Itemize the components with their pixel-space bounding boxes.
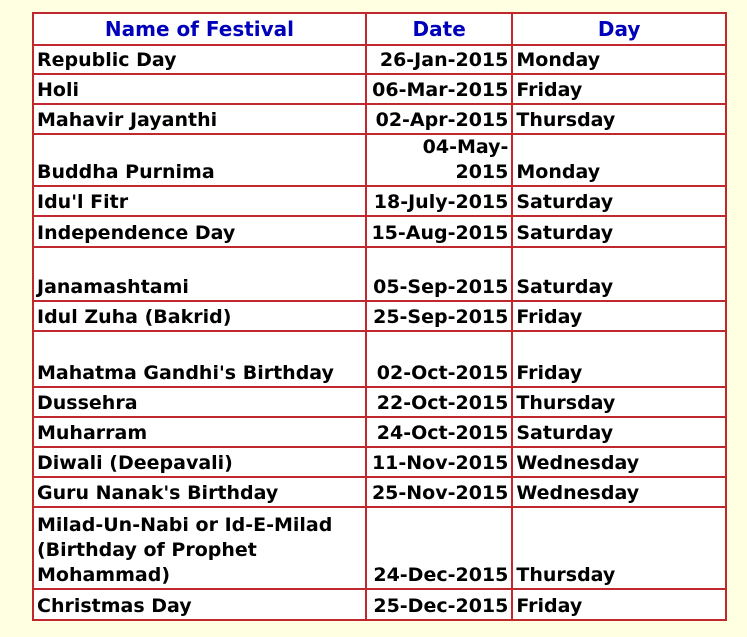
table-row: [33, 589, 726, 620]
header-festival-name: Name of Festival: [33, 13, 366, 45]
festival-name: Milad-Un-Nabi or Id-E-Milad (Birthday of Prophet Mohammad): [33, 507, 366, 589]
header-date: Date: [366, 13, 512, 45]
festival-name: Janamashtami: [33, 247, 366, 301]
festival-name: Dussehra: [33, 387, 366, 417]
festival-day: Friday: [512, 589, 726, 620]
table-row: [33, 507, 726, 589]
festival-name: Guru Nanak's Birthday: [33, 477, 366, 507]
festival-date: 15-Aug-2015: [366, 216, 512, 247]
table-row: [33, 247, 726, 301]
festival-day: Thursday: [512, 507, 726, 589]
festival-date: 04-May-2015: [366, 134, 512, 186]
festival-day: Wednesday: [512, 447, 726, 477]
festival-name: Diwali (Deepavali): [33, 447, 366, 477]
holiday-table-container: [32, 12, 727, 621]
festival-date: 18-July-2015: [366, 186, 512, 216]
festival-date: 25-Dec-2015: [366, 589, 512, 620]
festival-name: Idul Zuha (Bakrid): [33, 301, 366, 331]
table-header-row: [33, 13, 726, 45]
table-row: [33, 45, 726, 74]
table-row: [33, 417, 726, 447]
table-row: [33, 477, 726, 507]
festival-date: 11-Nov-2015: [366, 447, 512, 477]
festival-name: Buddha Purnima: [33, 134, 366, 186]
festival-day: Wednesday: [512, 477, 726, 507]
table-row: [33, 134, 726, 186]
festival-day: Saturday: [512, 247, 726, 301]
festival-day: Saturday: [512, 186, 726, 216]
festival-day: Thursday: [512, 387, 726, 417]
festival-date: 06-Mar-2015: [366, 74, 512, 104]
festival-day: Friday: [512, 301, 726, 331]
table-row: [33, 447, 726, 477]
festival-date: 05-Sep-2015: [366, 247, 512, 301]
festival-date: 24-Dec-2015: [366, 507, 512, 589]
festival-name: Muharram: [33, 417, 366, 447]
festival-name: Idu'l Fitr: [33, 186, 366, 216]
table-row: [33, 104, 726, 134]
holiday-table: [32, 12, 727, 621]
table-row: [33, 186, 726, 216]
table-row: [33, 301, 726, 331]
festival-day: Saturday: [512, 216, 726, 247]
festival-name: Republic Day: [33, 45, 366, 74]
festival-date: 02-Apr-2015: [366, 104, 512, 134]
table-row: [33, 387, 726, 417]
festival-day: Saturday: [512, 417, 726, 447]
festival-day: Monday: [512, 45, 726, 74]
festival-name: Christmas Day: [33, 589, 366, 620]
festival-day: Friday: [512, 331, 726, 387]
festival-date: 22-Oct-2015: [366, 387, 512, 417]
festival-date: 24-Oct-2015: [366, 417, 512, 447]
festival-date: 25-Nov-2015: [366, 477, 512, 507]
festival-date: 26-Jan-2015: [366, 45, 512, 74]
festival-name: Independence Day: [33, 216, 366, 247]
festival-name: Mahatma Gandhi's Birthday: [33, 331, 366, 387]
header-day: Day: [512, 13, 726, 45]
festival-day: Thursday: [512, 104, 726, 134]
table-row: [33, 74, 726, 104]
festival-day: Friday: [512, 74, 726, 104]
table-row: [33, 331, 726, 387]
table-row: [33, 216, 726, 247]
festival-name: Mahavir Jayanthi: [33, 104, 366, 134]
festival-name: Holi: [33, 74, 366, 104]
festival-date: 25-Sep-2015: [366, 301, 512, 331]
festival-day: Monday: [512, 134, 726, 186]
festival-date: 02-Oct-2015: [366, 331, 512, 387]
